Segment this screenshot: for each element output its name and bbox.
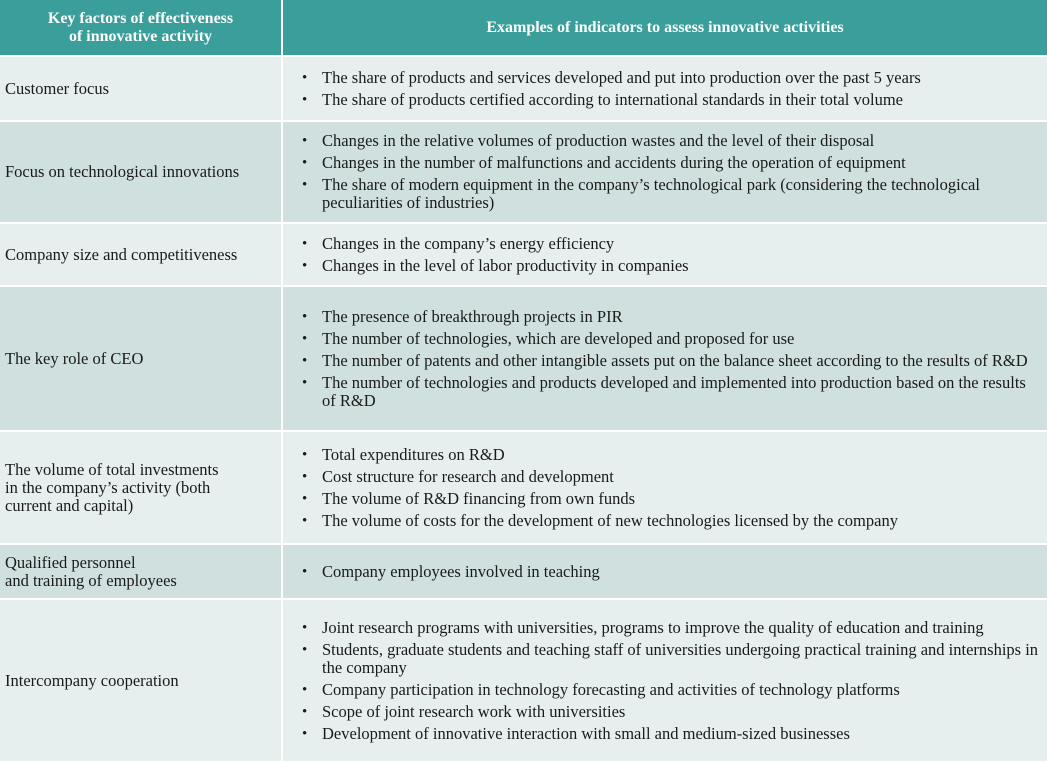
indicator-item: • Scope of joint research work with universities	[302, 703, 1039, 721]
indicator-item: • The share of products certified according to international standards in their total volume	[302, 91, 1039, 109]
indicator-item: • Total expenditures on R&D	[302, 446, 1039, 464]
factor-cell: Qualified personnel and training of employees	[0, 544, 282, 599]
header-row	[0, 0, 1047, 56]
table-row	[0, 121, 1047, 223]
indicators-cell	[282, 599, 1047, 761]
table-row	[0, 599, 1047, 761]
factor-cell: The volume of total investments in the company’s activity (both current and capital)	[0, 431, 282, 544]
table-body	[0, 56, 1047, 761]
indicator-item: • Changes in the relative volumes of production wastes and the level of their disposal	[302, 132, 1039, 150]
indicator-item: • The number of technologies, which are developed and proposed for use	[302, 330, 1039, 348]
factor-cell: Company size and competitiveness	[0, 223, 282, 286]
indicator-item: • Company participation in technology forecasting and activities of technology platforms	[302, 681, 1039, 699]
indicator-list	[283, 619, 1047, 743]
indicator-item: • Company employees involved in teaching	[302, 563, 1039, 581]
table-row	[0, 223, 1047, 286]
indicators-cell	[282, 431, 1047, 544]
table-header	[0, 0, 1047, 56]
indicator-item: • Students, graduate students and teaching staff of universities undergoing practical training and internships in the company	[302, 641, 1039, 677]
indicator-item: • Development of innovative interaction with small and medium-sized businesses	[302, 725, 1039, 743]
indicator-list	[283, 446, 1047, 530]
indicator-item: • Changes in the level of labor productivity in companies	[302, 257, 1039, 275]
indicator-item: • Joint research programs with universities, programs to improve the quality of education and training	[302, 619, 1039, 637]
indicators-cell	[282, 286, 1047, 431]
factor-cell: Customer focus	[0, 56, 282, 121]
indicator-list	[283, 132, 1047, 212]
header-factors: Key factors of effectiveness of innovative activity	[0, 0, 282, 56]
header-indicators: Examples of indicators to assess innovative activities	[282, 0, 1047, 56]
table-row	[0, 544, 1047, 599]
indicators-cell	[282, 223, 1047, 286]
indicator-item: • The share of products and services developed and put into production over the past 5 years	[302, 69, 1039, 87]
indicator-item: • The number of patents and other intangible assets put on the balance sheet according to the results of R&D	[302, 352, 1039, 370]
indicator-list	[283, 235, 1047, 275]
indicator-item: • The volume of costs for the development of new technologies licensed by the company	[302, 512, 1039, 530]
indicator-item: • The presence of breakthrough projects in PIR	[302, 308, 1039, 326]
indicators-cell	[282, 544, 1047, 599]
indicator-item: • Changes in the company’s energy efficiency	[302, 235, 1039, 253]
factor-cell: The key role of CEO	[0, 286, 282, 431]
table-row	[0, 431, 1047, 544]
factor-cell: Focus on technological innovations	[0, 121, 282, 223]
indicator-list	[283, 69, 1047, 109]
factor-cell: Intercompany cooperation	[0, 599, 282, 761]
indicator-item: • Changes in the number of malfunctions and accidents during the operation of equipment	[302, 154, 1039, 172]
indicator-list	[283, 563, 1047, 581]
table-row	[0, 56, 1047, 121]
indicator-item: • The share of modern equipment in the company’s technological park (considering the technological peculiarities of industries)	[302, 176, 1039, 212]
indicator-item: • The number of technologies and products developed and implemented into production based on the results of R&D	[302, 374, 1039, 410]
indicator-item: • The volume of R&D financing from own funds	[302, 490, 1039, 508]
indicators-cell	[282, 121, 1047, 223]
indicator-list	[283, 308, 1047, 410]
indicators-cell	[282, 56, 1047, 121]
table-row	[0, 286, 1047, 431]
indicator-item: • Cost structure for research and development	[302, 468, 1039, 486]
